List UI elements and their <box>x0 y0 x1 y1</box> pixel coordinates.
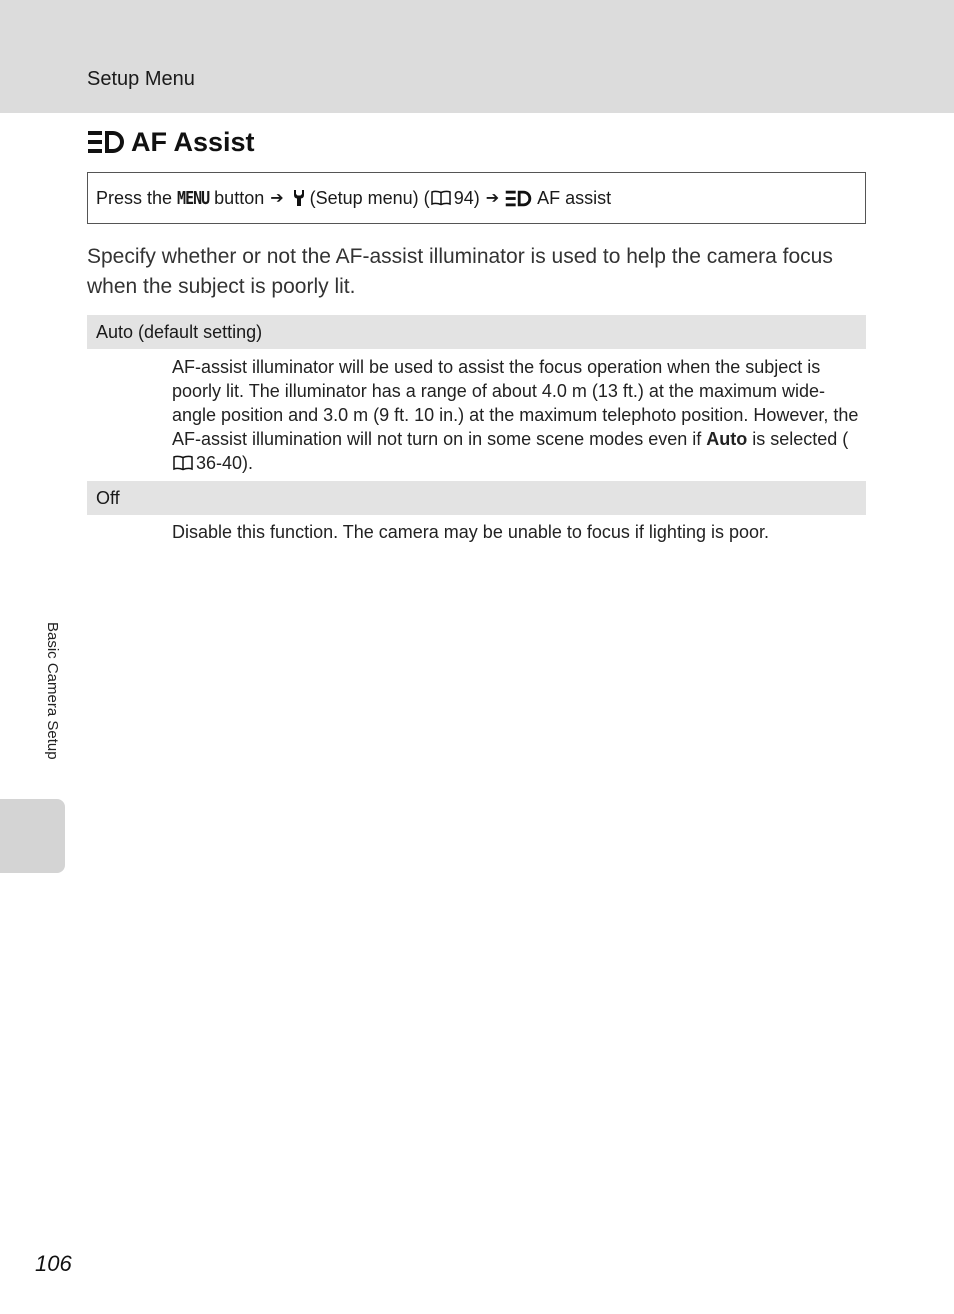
option-desc-off: Disable this function. The camera may be unable to focus if lighting is poor. <box>172 522 769 542</box>
side-tab <box>0 799 65 873</box>
option-desc-ref: 36-40). <box>196 453 254 473</box>
arrow-icon: ➔ <box>270 190 284 207</box>
af-assist-icon <box>505 190 532 207</box>
arrow-icon: ➔ <box>485 190 500 207</box>
nav-press-text: Press the <box>96 187 173 208</box>
wrench-icon <box>292 189 306 207</box>
header-band <box>0 0 954 113</box>
nav-item-text: AF assist <box>537 187 612 208</box>
nav-page-ref: 94) <box>453 187 480 208</box>
option-desc-bold: Auto <box>706 429 748 449</box>
intro-paragraph: Specify whether or not the AF-assist illuminator is used to help the camera focus when the subject is poorly lit. <box>87 245 833 298</box>
option-desc-text: AF-assist illuminator will be used to assist the focus operation when the subject is poorly lit. The illuminator has a range of about 4.0 m (13 ft.) at the maximum wide-angle position and 3.0 m (9 ft. 10 in.) at the maximum telephoto position. However, the AF-assist illumination will not turn on in some scene modes even if <box>172 357 859 449</box>
book-icon <box>173 455 193 471</box>
menu-button-glyph: MENU <box>177 187 210 209</box>
af-assist-icon <box>87 130 125 154</box>
page-number: 106 <box>35 1251 72 1276</box>
navigation-path <box>87 172 866 224</box>
option-desc-text: is selected ( <box>752 429 849 449</box>
title-text: AF Assist <box>131 126 255 157</box>
nav-button-text: button <box>214 187 265 208</box>
book-icon <box>431 190 451 206</box>
side-tab-label: Basic Camera Setup <box>44 622 61 760</box>
option-desc-auto <box>172 355 866 475</box>
nav-setup-menu-text: (Setup menu) ( <box>309 187 430 208</box>
option-header-auto: Auto (default setting) <box>87 315 866 349</box>
page-title <box>87 124 255 160</box>
option-header-off: Off <box>87 481 866 515</box>
section-label: Setup Menu <box>87 68 195 90</box>
